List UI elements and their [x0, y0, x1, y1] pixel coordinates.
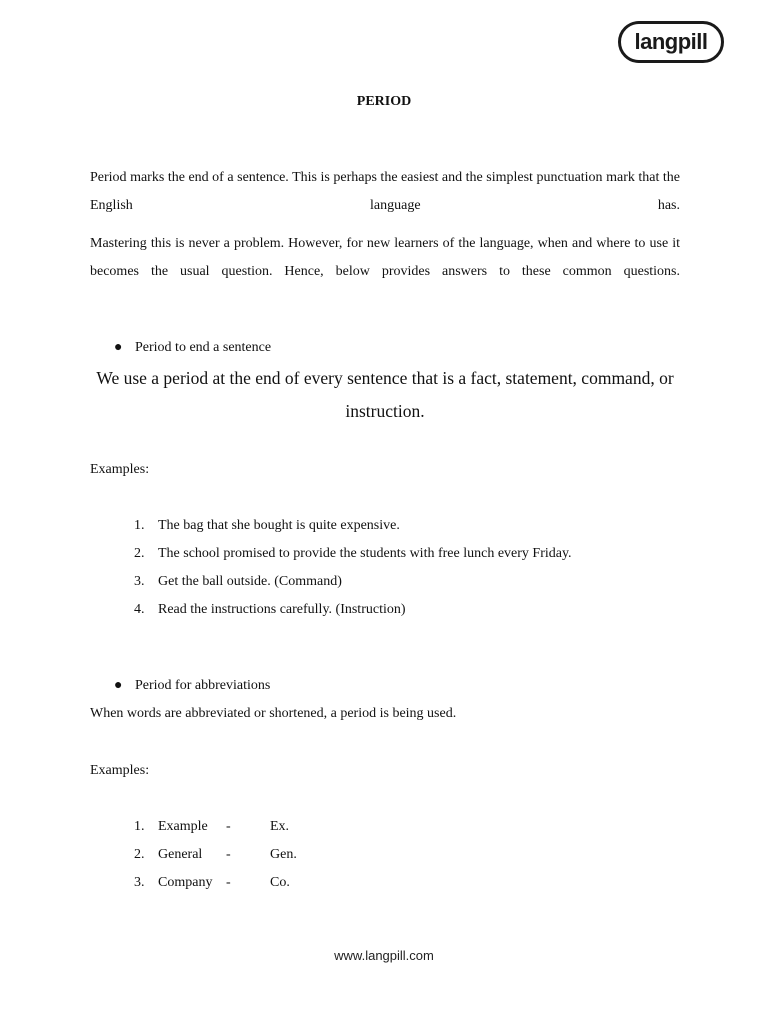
dash: -: [226, 847, 231, 862]
full-word: Company: [158, 875, 213, 890]
footer-url: www.langpill.com: [334, 948, 434, 963]
list-item: [134, 818, 297, 846]
list-item: [134, 846, 297, 874]
list-item: [134, 517, 572, 545]
list-text: The bag that she bought is quite expensive.: [158, 518, 400, 533]
list-item: [134, 545, 572, 573]
section-2-examples-label: Examples:: [90, 763, 150, 778]
section-1-heading: [114, 339, 271, 357]
list-item: [134, 573, 572, 601]
list-number: 1.: [134, 819, 145, 834]
section-1-examples-list: [134, 517, 572, 629]
section-1-heading-text: Period to end a sentence: [135, 340, 272, 355]
list-text: Read the instructions carefully. (Instruction): [158, 602, 406, 617]
list-item: [134, 601, 572, 629]
list-number: 3.: [134, 875, 145, 890]
list-text: Get the ball outside. (Command): [158, 574, 342, 589]
list-number: 3.: [134, 574, 145, 589]
full-word: General: [158, 847, 203, 862]
list-number: 2.: [134, 546, 145, 561]
list-number: 4.: [134, 602, 145, 617]
section-1-examples-label: Examples:: [90, 462, 150, 477]
section-2-description: When words are abbreviated or shortened, a period is being used.: [90, 706, 457, 721]
page-title: PERIOD: [356, 94, 412, 109]
section-2-heading-text: Period for abbreviations: [135, 678, 271, 693]
bullet-icon: ●: [114, 340, 123, 355]
section-2-heading: [114, 677, 270, 695]
list-number: 2.: [134, 847, 145, 862]
list-text: The school promised to provide the students with free lunch every Friday.: [158, 546, 572, 561]
bullet-icon: ●: [114, 678, 123, 693]
dash: -: [226, 819, 231, 834]
intro-paragraph-1: Period marks the end of a sentence. This is perhaps the easiest and the simplest punctuation mark that the English language has.: [90, 170, 680, 213]
abbreviation: Gen.: [270, 847, 297, 862]
langpill-logo: langpill: [618, 21, 724, 63]
intro-paragraph-2: Mastering this is never a problem. However, for new learners of the language, when and where to use it becomes the usual question. Hence, below provides answers to these common questions.: [90, 236, 680, 279]
dash: -: [226, 875, 231, 890]
section-2-examples-list: [134, 818, 297, 902]
list-number: 1.: [134, 518, 145, 533]
section-1-rule: We use a period at the end of every sentence that is a fact, statement, command, or instruction.: [96, 368, 674, 421]
full-word: Example: [158, 819, 208, 834]
abbreviation: Ex.: [270, 819, 290, 834]
abbreviation: Co.: [270, 875, 290, 890]
list-item: [134, 874, 297, 902]
